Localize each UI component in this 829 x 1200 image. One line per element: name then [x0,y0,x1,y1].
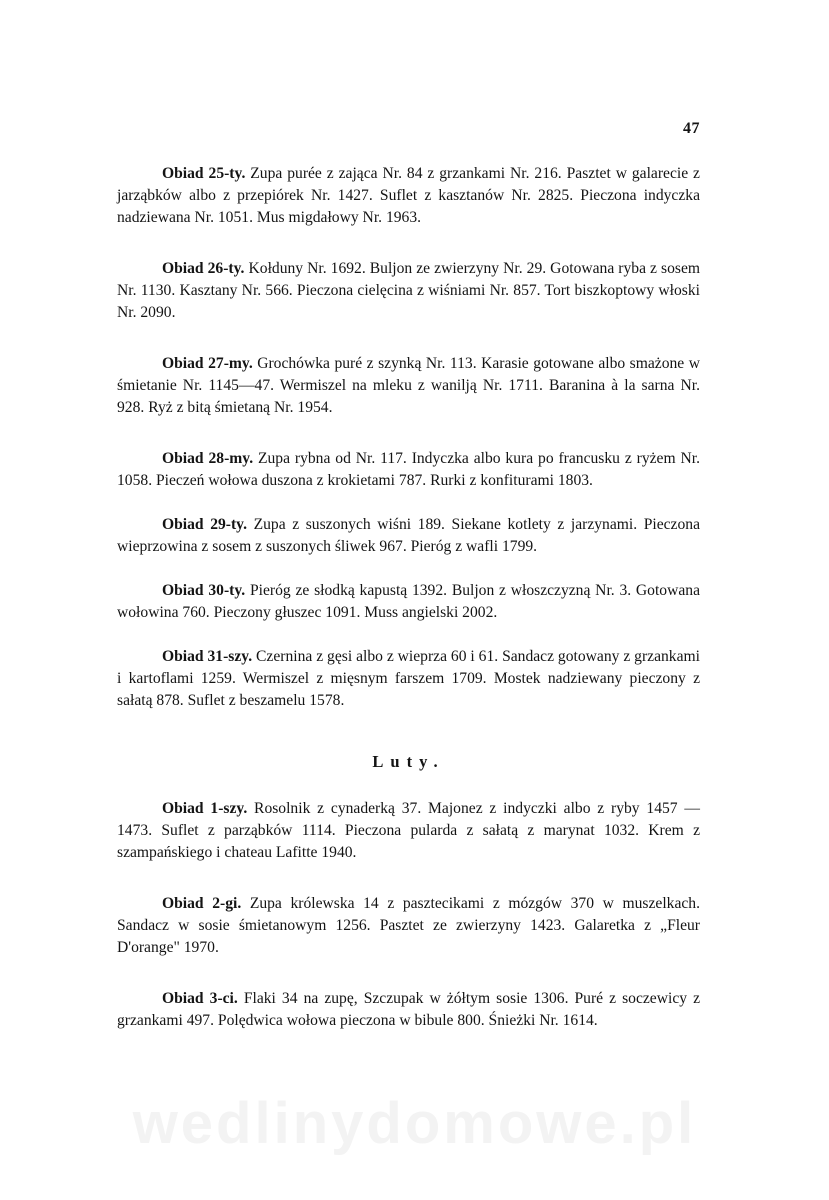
entry-label: Obiad 31-szy. [162,648,253,665]
entry-text: Rosolnik z cynaderką 37. Majonez z indyczki albo z ryby 1457 — 1473. Suflet z parząbków 1114. Pieczona pularda z sałatą z marynat 1032. Krem z szampańskiego i chateau Lafitte 1940. [117,800,700,861]
menu-entry-obiad-30 [117,580,700,624]
entry-label: Obiad 28-my. [162,450,254,467]
entry-label: Obiad 26-ty. [162,260,245,277]
menu-content [117,163,700,1032]
menu-entry-obiad-2 [117,893,700,959]
menu-entry-obiad-26 [117,258,700,324]
entry-label: Obiad 27-my. [162,355,253,372]
entry-label: Obiad 1-szy. [162,800,248,817]
entry-text: Zupa rybna od Nr. 117. Indyczka albo kura po francusku z ryżem Nr. 1058. Pieczeń wołowa duszona z krokietami 787. Rurki z konfiturami 1803. [117,450,700,489]
entry-label: Obiad 2-gi. [162,895,242,912]
menu-entry-obiad-28 [117,448,700,492]
entry-text: Czernina z gęsi albo z wieprza 60 i 61. Sandacz gotowany z grzankami i kartoflami 1259. Wermiszel z mięsnym farszem 1709. Mostek nadziewany pieczony z sałatą 878. Suflet z beszamelu 1578. [117,648,700,709]
page-number: 47 [683,120,700,137]
menu-entry-obiad-29 [117,514,700,558]
watermark-text: wedlinydomowe.pl [132,1091,697,1156]
entry-text: Grochówka puré z szynką Nr. 113. Karasie gotowane albo smażone w śmietanie Nr. 1145—47. Wermiszel na mleku z wanilją Nr. 1711. Baranina à la sarna Nr. 928. Ryż z bitą śmietaną Nr. 1954. [117,355,700,416]
entry-text: Zupa z suszonych wiśni 189. Siekane kotlety z jarzynami. Pieczona wieprzowina z sosem z suszonych śliwek 967. Pieróg z wafli 1799. [117,516,700,555]
entry-label: Obiad 30-ty. [162,582,246,599]
entry-text: Zupa purée z zająca Nr. 84 z grzankami Nr. 216. Pasztet w galarecie z jarząbków albo z przepiórek Nr. 1427. Suflet z kasztanów Nr. 2825. Pieczona indyczka nadziewana Nr. 1051. Mus migdałowy Nr. 1963. [117,165,700,226]
entry-label: Obiad 3-ci. [162,990,238,1007]
entry-text: Kołduny Nr. 1692. Buljon ze zwierzyny Nr. 29. Gotowana ryba z sosem Nr. 1130. Kasztany Nr. 566. Pieczona cielęcina z wiśniami Nr. 857. Tort biszkoptowy włoski Nr. 2090. [117,260,700,321]
menu-entry-obiad-1 [117,798,700,864]
menu-entry-obiad-31 [117,646,700,712]
entry-label: Obiad 29-ty. [162,516,248,533]
menu-entry-obiad-3 [117,988,700,1032]
menu-entry-obiad-25 [117,163,700,229]
entry-text: Flaki 34 na zupę, Szczupak w żółtym sosie 1306. Puré z soczewicy z grzankami 497. Polędwica wołowa pieczona w bibule 800. Śnieżki Nr. 1614. [117,990,700,1029]
menu-entry-obiad-27 [117,353,700,419]
entry-label: Obiad 25-ty. [162,165,246,182]
entry-text: Zupa królewska 14 z pasztecikami z mózgów 370 w muszelkach. Sandacz w sosie śmietanowym 1256. Pasztet ze zwierzyny 1423. Galaretka z „Fleur D'orange" 1970. [117,895,700,956]
month-heading: Luty. [372,752,445,771]
entry-text: Pieróg ze słodką kapustą 1392. Buljon z włoszczyzną Nr. 3. Gotowana wołowina 760. Pieczony głuszec 1091. Muss angielski 2002. [117,582,700,621]
